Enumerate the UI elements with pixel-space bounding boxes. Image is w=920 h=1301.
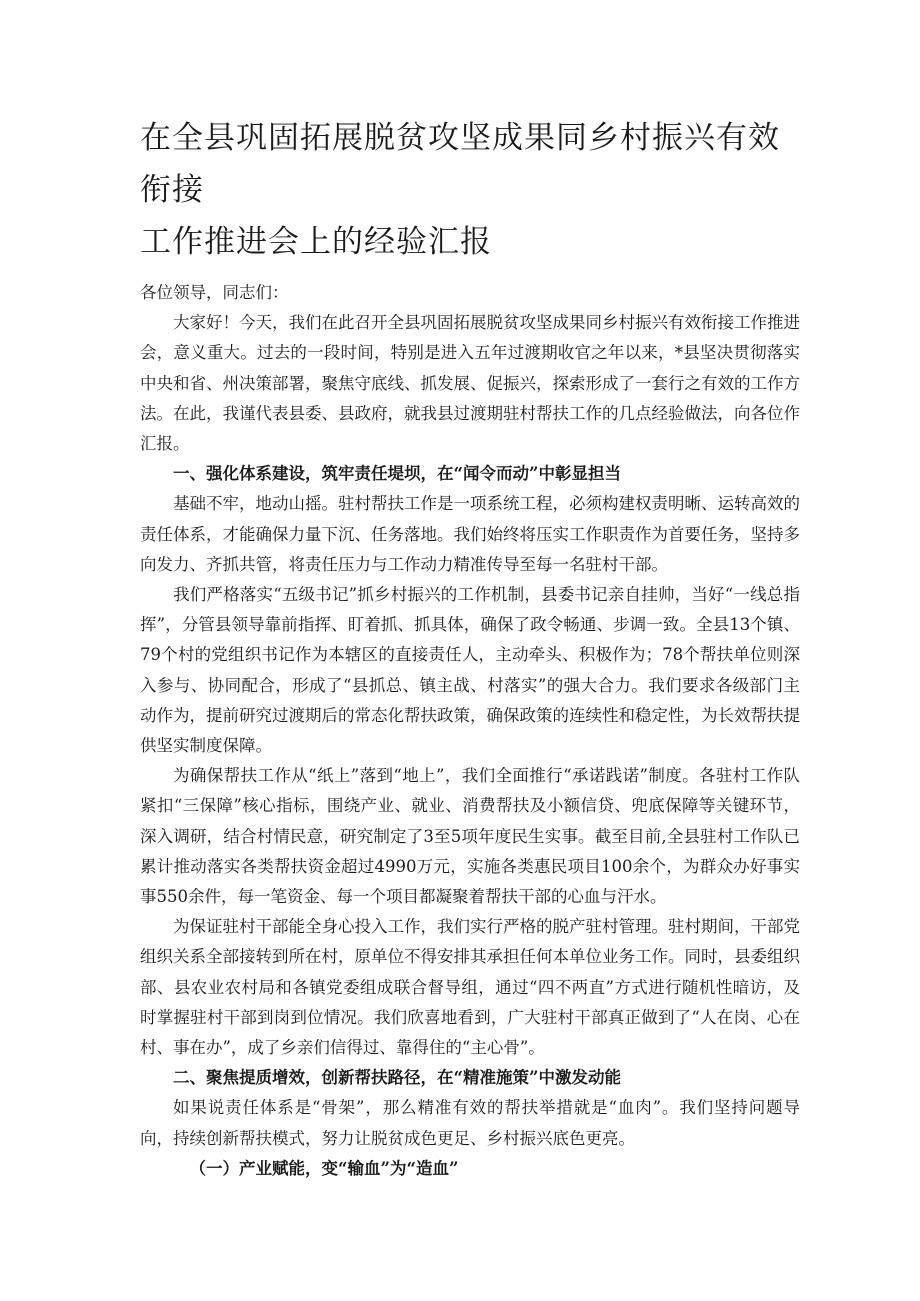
subsection-heading-1: （一）产业赋能，变“输血”为“造血” <box>189 1158 459 1178</box>
paragraph-foundation: 基础不牢，地动山摇。驻村帮扶工作是一项系统工程，必须构建权责明晰、运转高效的责任体系，才能确保力量下沉、任务落地。我们始终将压实工作职责作为首要任务，坚持多向发力、齐抓共管，将责任压力与工作动力精准传导至每一名驻村干部。 <box>140 494 800 574</box>
section-heading-1: 一、强化体系建设，筑牢责任堤坝，在“闻令而动”中彰显担当 <box>173 464 621 484</box>
paragraph-innovation: 如果说责任体系是“骨架”，那么精准有效的帮扶举措就是“血肉”。我们坚持问题导向，持续创新帮扶模式，努力让脱贫成色更足、乡村振兴底色更亮。 <box>140 1098 800 1148</box>
paragraph-opening: 大家好！今天，我们在此召开全县巩固拓展脱贫攻坚成果同乡村振兴有效衔接工作推进会，意义重大。过去的一段时间，特别是进入五年过渡期收官之年以来，*县坚决贯彻落实中央和省、州决策部署，聚焦守底线、抓发展、促振兴，探索形成了一套行之有效的工作方法。在此，我谨代表县委、县政府，就我县过渡期驻村帮扶工作的几点经验做法，向各位作汇报。 <box>140 313 800 454</box>
paragraph-commitment: 为确保帮扶工作从“纸上”落到“地上”，我们全面推行“承诺践诺”制度。各驻村工作队紧扣“三保障”核心指标，围绕产业、就业、消费帮扶及小额信贷、兜底保障等关键环节，深入调研，结合村情民意，研究制定了3至5项年度民生实事。截至目前,全县驻村工作队已累计推动落实各类帮扶资金超过4990万元，实施各类惠民项目100余个，为群众办好事实事550余件，每一笔资金、每一个项目都凝聚着帮扶干部的心血与汗水。 <box>140 766 800 907</box>
title-line-2: 工作推进会上的经验汇报 <box>140 224 492 260</box>
salutation: 各位领导，同志们： <box>140 283 289 302</box>
section-heading-2: 二、聚焦提质增效，创新帮扶路径，在“精准施策”中激发动能 <box>173 1068 621 1088</box>
paragraph-mechanism: 我们严格落实“五级书记”抓乡村振兴的工作机制，县委书记亲自挂帅，当好“一线总指挥”，分管县领导靠前指挥、盯着抓、抓具体，确保了政令畅通、步调一致。全县13个镇、79个村的党组织书记作为本辖区的直接责任人，主动牵头、积极作为；78个帮扶单位则深入参与、协同配合，形成了“县抓总、镇主战、村落实”的强大合力。我们要求各级部门主动作为，提前研究过渡期后的常态化帮扶政策，确保政策的连续性和稳定性，为长效帮扶提供坚实制度保障。 <box>140 585 800 756</box>
title-line-1: 在全县巩固拓展脱贫攻坚成果同乡村振兴有效衔接 <box>140 120 780 208</box>
document-page <box>140 112 800 1184</box>
document-title <box>140 112 800 268</box>
paragraph-management: 为保证驻村干部能全身心投入工作，我们实行严格的脱产驻村管理。驻村期间，干部党组织关系全部接转到所在村，原单位不得安排其承担任何本单位业务工作。同时，县委组织部、县农业农村局和各镇党委组成联合督导组，通过“四不两直”方式进行随机性暗访，及时掌握驻村干部到岗到位情况。我们欣喜地看到，广大驻村干部真正做到了“人在岗、心在村、事在办”，成了乡亲们信得过、靠得住的“主心骨”。 <box>140 917 800 1058</box>
